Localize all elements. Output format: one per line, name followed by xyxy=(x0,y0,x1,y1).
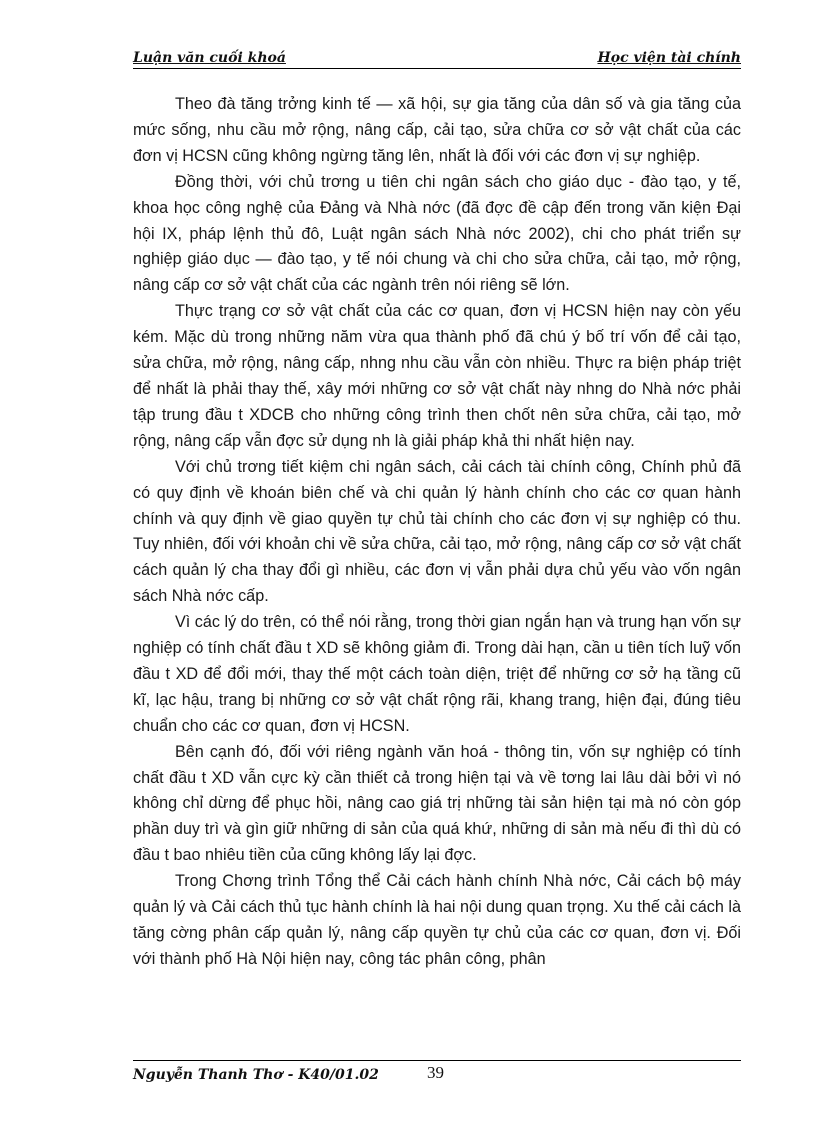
page-number: 39 xyxy=(427,1063,444,1082)
paragraph: Với chủ trơng tiết kiệm chi ngân sách, cải cách tài chính công, Chính phủ đã có quy định về khoán biên chế và chi quản lý hành chính cho các cơ quan hành chính và quy định về giao quyền tự chủ tài chính cho các đơn vị sự nghiệp có thu. Tuy nhiên, đối với khoản chi về sửa chữa, cải tạo, mở rộng, nâng cấp cơ sở vật chất cách quản lý cha thay đổi gì nhiều, các đơn vị vẫn phải dựa chủ yếu vào vốn ngân sách Nhà nớc cấp. xyxy=(133,457,741,606)
body-text xyxy=(133,92,741,973)
footer-author: Nguyễn Thanh Thơ - K40/01.02 xyxy=(133,1067,379,1083)
paragraph: Vì các lý do trên, có thể nói rằng, trong thời gian ngắn hạn và trung hạn vốn sự nghiệp có tính chất đầu t XD sẽ không giảm đi. Trong dài hạn, cần u tiên tích luỹ vốn đầu t XD để đổi mới, thay thế một cách toàn diện, triệt để những cơ sở hạ tầng cũ kĩ, lạc hậu, trang bị những cơ sở vật chất rộng rãi, khang trang, hiện đại, đúng tiêu chuẩn cho các cơ quan, đơn vị HCSN. xyxy=(133,613,741,735)
page-header xyxy=(133,46,741,69)
paragraph: Theo đà tăng trởng kinh tế — xã hội, sự gia tăng của dân số và gia tăng của mức sống, nhu cầu mở rộng, nâng cấp, cải tạo, sửa chữa cơ sở vật chất của các đơn vị HCSN cũng không ngừng tăng lên, nhất là đối với các đơn vị sự nghiệp. xyxy=(133,95,741,165)
paragraph: Bên cạnh đó, đối với riêng ngành văn hoá - thông tin, vốn sự nghiệp có tính chất đầu t XD vẫn cực kỳ cần thiết cả trong hiện tại và về tơng lai lâu dài bởi vì nó không chỉ dừng để phục hồi, nâng cao giá trị những tài sản hiện tại mà nó còn góp phần duy trì và gìn giữ những di sản của quá khứ, những di sản mà nếu đi thì dù có đầu t bao nhiêu tiền của cũng không lấy lại đợc. xyxy=(133,742,741,865)
header-institution: Học viện tài chính xyxy=(597,50,741,66)
header-thesis-title: Luận văn cuối khoá xyxy=(133,50,286,66)
paragraph: Thực trạng cơ sở vật chất của các cơ quan, đơn vị HCSN hiện nay còn yếu kém. Mặc dù trong những năm vừa qua thành phố đã chú ý bố trí vốn để cải tạo, sửa chữa, mở rộng, nâng cấp, nhng nhu cầu vẫn còn nhiều. Thực ra biện pháp triệt để nhất là phải thay thế, xây mới những cơ sở vật chất này nhng do Nhà nớc phải tập trung đầu t XDCB cho những công trình then chốt nên sửa chữa, cải tạo, mở rộng, nâng cấp vẫn đợc sử dụng nh là giải pháp khả thi nhất hiện nay. xyxy=(133,302,741,450)
paragraph: Đồng thời, với chủ trơng u tiên chi ngân sách cho giáo dục - đào tạo, y tế, khoa học công nghệ của Đảng và Nhà nớc (đã đợc đề cập đến trong văn kiện Đại hội IX, pháp lệnh thủ đô, Luật ngân sách Nhà nớc 2002), chi cho phát triển sự nghiệp giáo dục — đào tạo, y tế nói chung và chi cho sửa chữa, cải tạo, mở rộng, nâng cấp cơ sở vật chất của các ngành trên nói riêng sẽ lớn. xyxy=(133,172,741,295)
paragraph: Trong Chơng trình Tổng thể Cải cách hành chính Nhà nớc, Cải cách bộ máy quản lý và Cải cách thủ tục hành chính là hai nội dung quan trọng. Xu thế cải cách là tăng cờng phân cấp quản lý, nâng cấp quyền tự chủ của các cơ quan, đơn vị. Đối với thành phố Hà Nội hiện nay, công tác phân công, phân xyxy=(133,872,741,968)
page-footer xyxy=(133,1060,741,1083)
